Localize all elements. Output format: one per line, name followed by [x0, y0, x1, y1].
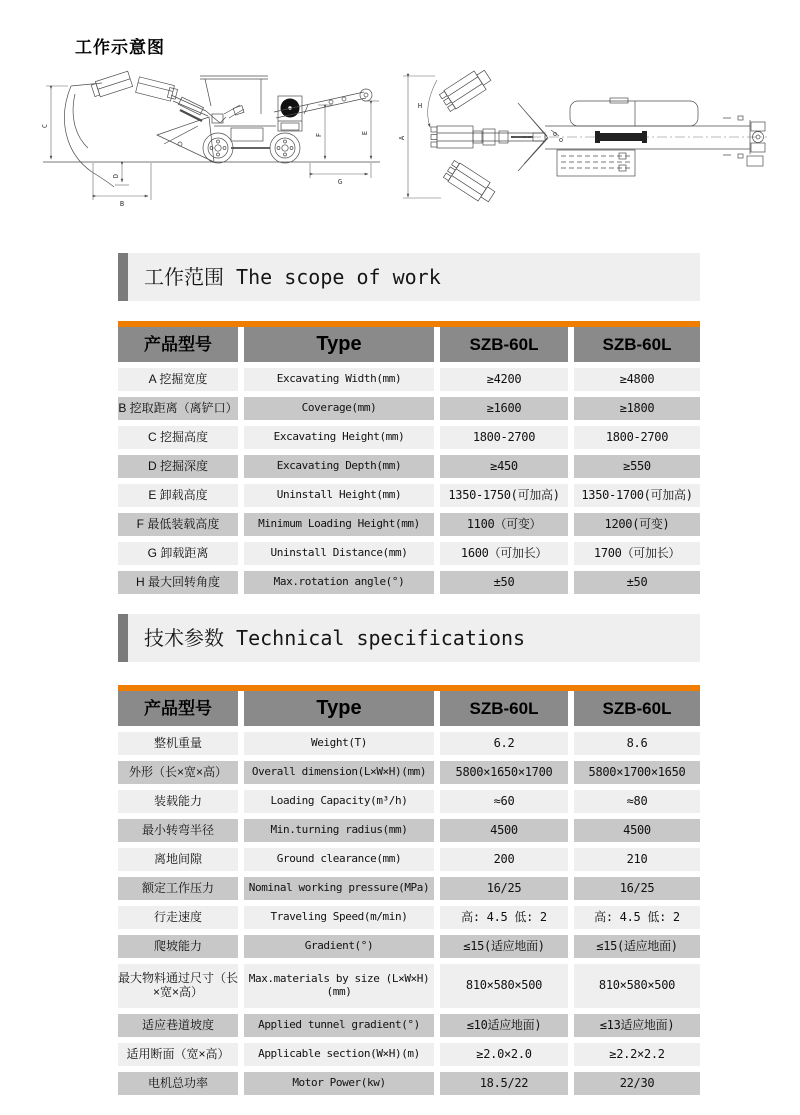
row-label: 适应巷道坡度 [118, 1014, 238, 1037]
row-value-2: 1350-1700(可加高) [574, 484, 700, 507]
row-value-1: ±50 [440, 571, 568, 594]
row-type: Weight(T) [244, 732, 434, 755]
row-type: Excavating Width(mm) [244, 368, 434, 391]
header-model-2: SZB-60L [574, 691, 700, 726]
row-type: Gradient(°) [244, 935, 434, 958]
row-value-1: 18.5/22 [440, 1072, 568, 1095]
side-view-drawing [28, 64, 396, 219]
row-value-1: 1350-1750(可加高) [440, 484, 568, 507]
row-label: C 挖掘高度 [118, 426, 238, 449]
row-type: Applied tunnel gradient(°) [244, 1014, 434, 1037]
row-type: Ground clearance(mm) [244, 848, 434, 871]
section-accent-bar [118, 253, 128, 301]
dim-label-b: B [119, 200, 125, 208]
section-header-scope [118, 253, 700, 301]
row-type: Excavating Depth(mm) [244, 455, 434, 478]
row-value-1: ≤15(适应地面) [440, 935, 568, 958]
row-label: 行走速度 [118, 906, 238, 929]
header-model-2: SZB-60L [574, 327, 700, 362]
row-label: D 挖掘深度 [118, 455, 238, 478]
row-value-1: ≥450 [440, 455, 568, 478]
row-value-1: 1100（可变） [440, 513, 568, 536]
row-type: Uninstall Height(mm) [244, 484, 434, 507]
header-type: Type [244, 691, 434, 726]
row-label: 适用断面（宽×高） [118, 1043, 238, 1066]
row-value-2: 高: 4.5 低: 2 [574, 906, 700, 929]
row-value-2: ≥2.2×2.2 [574, 1043, 700, 1066]
side-view-machine [43, 71, 380, 187]
row-label: F 最低装载高度 [118, 513, 238, 536]
row-type: Excavating Height(mm) [244, 426, 434, 449]
row-label: 外形（长×宽×高） [118, 761, 238, 784]
row-label: 装载能力 [118, 790, 238, 813]
header-model-1: SZB-60L [440, 691, 568, 726]
row-type: Loading Capacity(m³/h) [244, 790, 434, 813]
side-view-dim-labels [41, 124, 369, 208]
row-value-1: 4500 [440, 819, 568, 842]
row-label: B 挖取距离（离铲口） [118, 397, 238, 420]
row-type: Minimum Loading Height(mm) [244, 513, 434, 536]
dim-label-h: H [417, 102, 423, 110]
row-value-2: ±50 [574, 571, 700, 594]
row-value-2: 4500 [574, 819, 700, 842]
row-label: A 挖掘宽度 [118, 368, 238, 391]
row-value-2: 210 [574, 848, 700, 871]
dim-label-d: D [112, 173, 120, 179]
row-value-1: 6.2 [440, 732, 568, 755]
dim-label-a: A [398, 135, 406, 141]
row-value-1: ≥2.0×2.0 [440, 1043, 568, 1066]
row-value-2: ≥1800 [574, 397, 700, 420]
row-label: 额定工作压力 [118, 877, 238, 900]
row-type: Min.turning radius(mm) [244, 819, 434, 842]
section-accent-bar [118, 614, 128, 662]
row-value-2: 8.6 [574, 732, 700, 755]
specs-table [118, 685, 700, 1095]
row-type: Traveling Speed(m/min) [244, 906, 434, 929]
row-value-2: ≥4800 [574, 368, 700, 391]
row-type: Max.materials by size (L×W×H)(mm) [244, 964, 434, 1008]
row-value-1: ≥4200 [440, 368, 568, 391]
row-value-1: 高: 4.5 低: 2 [440, 906, 568, 929]
top-view-dim-labels [398, 102, 422, 140]
row-type: Overall dimension(L×W×H)(mm) [244, 761, 434, 784]
scope-table [118, 321, 700, 594]
row-value-2: 5800×1700×1650 [574, 761, 700, 784]
row-value-2: 1200(可变) [574, 513, 700, 536]
top-view-drawing [393, 58, 775, 216]
dim-label-f: F [315, 132, 323, 138]
row-type: Applicable section(W×H)(m) [244, 1043, 434, 1066]
row-value-1: 1600（可加长） [440, 542, 568, 565]
row-label: 最小转弯半径 [118, 819, 238, 842]
row-value-1: 1800-2700 [440, 426, 568, 449]
row-value-2: 16/25 [574, 877, 700, 900]
dim-label-g: G [337, 178, 343, 186]
row-value-2: ≥550 [574, 455, 700, 478]
row-type: Nominal working pressure(MPa) [244, 877, 434, 900]
header-model-1: SZB-60L [440, 327, 568, 362]
header-product-model: 产品型号 [118, 691, 238, 726]
row-label: 整机重量 [118, 732, 238, 755]
row-value-1: ≈60 [440, 790, 568, 813]
row-value-1: 810×580×500 [440, 964, 568, 1008]
row-value-1: ≤10适应地面) [440, 1014, 568, 1037]
row-label: 离地间隙 [118, 848, 238, 871]
row-type: Uninstall Distance(mm) [244, 542, 434, 565]
row-label: H 最大回转角度 [118, 571, 238, 594]
row-value-1: 5800×1650×1700 [440, 761, 568, 784]
row-label: 爬坡能力 [118, 935, 238, 958]
dim-label-c: C [41, 123, 49, 129]
row-value-2: 22/30 [574, 1072, 700, 1095]
row-value-1: 16/25 [440, 877, 568, 900]
row-value-2: 1800-2700 [574, 426, 700, 449]
section-title-specs: 技术参数 Technical specifications [144, 626, 526, 650]
row-label: 最大物料通过尺寸（长×宽×高） [118, 964, 238, 1008]
section-title-scope: 工作范围 The scope of work [144, 265, 441, 289]
row-type: Coverage(mm) [244, 397, 434, 420]
row-label: E 卸载高度 [118, 484, 238, 507]
row-type: Max.rotation angle(°) [244, 571, 434, 594]
header-type: Type [244, 327, 434, 362]
row-value-2: ≤15(适应地面) [574, 935, 700, 958]
top-view-machine [431, 66, 767, 206]
row-value-2: ≤13适应地面) [574, 1014, 700, 1037]
row-value-1: ≥1600 [440, 397, 568, 420]
row-value-2: ≈80 [574, 790, 700, 813]
page-title: 工作示意图 [75, 38, 165, 57]
row-label: G 卸载距离 [118, 542, 238, 565]
row-type: Motor Power(kw) [244, 1072, 434, 1095]
section-header-specs [118, 614, 700, 662]
row-value-2: 810×580×500 [574, 964, 700, 1008]
header-product-model: 产品型号 [118, 327, 238, 362]
row-label: 电机总功率 [118, 1072, 238, 1095]
dim-label-e: E [361, 130, 369, 136]
top-view-dimensions [403, 76, 441, 198]
row-value-2: 1700（可加长） [574, 542, 700, 565]
row-value-1: 200 [440, 848, 568, 871]
